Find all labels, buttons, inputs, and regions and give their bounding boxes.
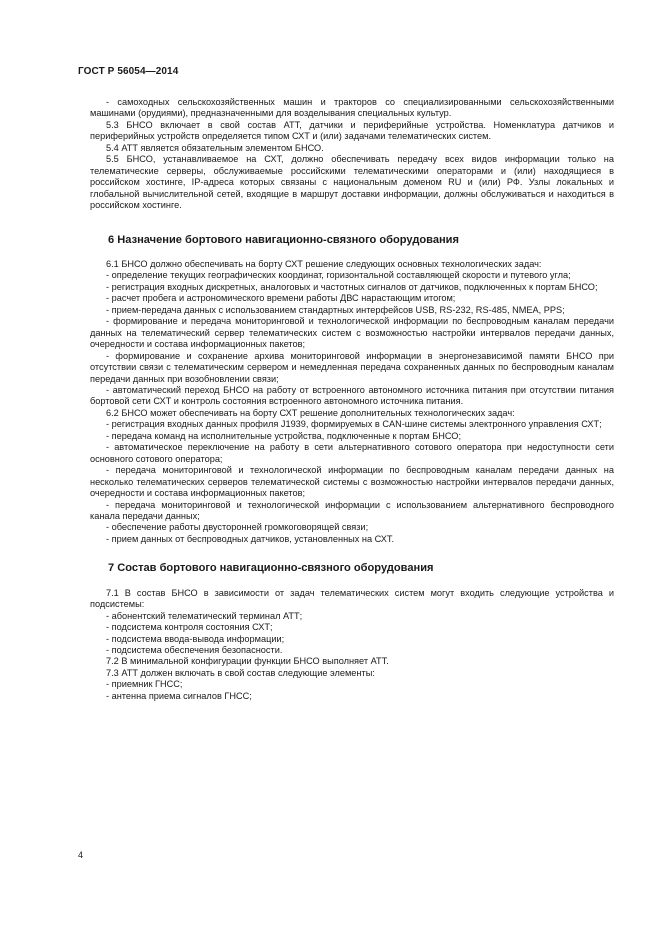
list-item: - передача мониторинговой и технологической информации с использованием альтернативного беспроводного канала передачи данных; [90, 499, 614, 521]
page-body [90, 97, 614, 702]
section-6 [90, 235, 614, 546]
paragraph: 6.2 БНСО может обеспечивать на борту СХТ решение дополнительных технологических задач: [106, 407, 515, 418]
list-item: - автоматическое переключение на работу в сети альтернативного сотового оператора при недоступности сети основного сотового оператора; [90, 442, 614, 464]
paragraph: 7.3 АТТ должен включать в свой состав следующие элементы: [106, 667, 375, 678]
list-item: - регистрация входных дискретных, аналоговых и частотных сигналов от датчиков, подключенных к портам БНСО; [106, 281, 598, 292]
paragraph: 5.3 БНСО включает в свой состав АТТ, датчики и периферийные устройства. Номенклатура датчиков и периферийных устройств определяется типом СХТ и (или) задачами телематических систем. [90, 119, 614, 142]
list-item: - формирование и передача мониторинговой и технологической информации по беспроводным каналам передачи данных на телематический сервер телематических систем с возможностью настройки интервалов передачи данных, очередности и состава информационных пакетов; [90, 316, 614, 350]
list-item: - обеспечение работы двусторонней громкоговорящей связи; [106, 522, 369, 533]
list-item: - подсистема контроля состояния СХТ; [106, 622, 273, 633]
list-item: - подсистема ввода-вывода информации; [106, 633, 285, 644]
paragraph: 7.2 В минимальной конфигурации функции БНСО выполняет АТТ. [106, 656, 389, 667]
list-item: - абонентский телематический терминал АТТ; [106, 610, 303, 621]
intro-block [90, 97, 614, 212]
list-item: - прием-передача данных с использованием стандартных интерфейсов USB, RS-232, RS-485, NMEA, PPS; [106, 304, 565, 315]
section-7-heading: 7 Состав бортового навигационно-связного оборудования [108, 562, 434, 575]
section-6-heading: 6 Назначение бортового навигационно-связного оборудования [108, 233, 459, 246]
page-number: 4 [78, 850, 84, 860]
section-7 [90, 563, 614, 702]
paragraph: 5.5 БНСО, устанавливаемое на СХТ, должно обеспечивать передачу всех видов информации только на телематические серверы, обслуживаемые российскими телематическими операторами и (или) находящиеся в российском хостинге, IP-адреса которых связаны с национальным доменом RU и (или) РФ. Узлы локальных и глобальной вычислительной сетей, входящие в маршрут доставки информации, должны обслуживаться и находиться в российском хостинге. [90, 154, 614, 211]
list-item: - приемник ГНСС; [106, 679, 183, 690]
list-item: - антенна приема сигналов ГНСС; [106, 690, 252, 701]
standard-header: ГОСТ Р 56054—2014 [78, 66, 179, 77]
list-item: - передача мониторинговой и технологической информации по беспроводным каналам передачи данных на несколько телематических серверов телематической системы с возможностью настройки интервалов передачи данных, очередности и состава информационных пакетов; [90, 465, 614, 499]
list-item: - формирование и сохранение архива мониторинговой информации в энергонезависимой памяти БНСО при отсутствии связи с телематическим сервером и немедленная передача сохраненных данных по беспроводным каналам передачи данных при возобновлении связи; [90, 350, 614, 384]
paragraph: 7.1 В состав БНСО в зависимости от задач телематических систем могут входить следующие устройства и подсистемы: [90, 587, 614, 610]
list-item: - прием данных от беспроводных датчиков, установленных на СХТ. [106, 533, 395, 544]
list-item: - регистрация входных данных профиля J1939, формируемых в CAN-шине системы электронного управления СХТ; [106, 419, 602, 430]
list-item: - автоматический переход БНСО на работу от встроенного автономного источника питания при отсутствии питания бортовой сети СХТ и контроль состояния встроенного автономного источника питания. [90, 384, 614, 407]
paragraph: 5.4 АТТ является обязательным элементом БНСО. [106, 142, 324, 153]
list-item: - подсистема обеспечения безопасности. [106, 645, 283, 656]
list-item: - определение текущих географических координат, горизонтальной составляющей скорости и путевого угла; [106, 270, 571, 281]
list-item: - расчет пробега и астрономического времени работы ДВС нарастающим итогом; [106, 293, 456, 304]
list-item: - передача команд на исполнительные устройства, подключенные к портам БНСО; [106, 430, 461, 441]
paragraph: - самоходных сельскохозяйственных машин и тракторов со специализированными сельскохозяйственными машинами (орудиями), предназначенными для возделывания специальных культур. [90, 97, 614, 119]
paragraph: 6.1 БНСО должно обеспечивать на борту СХТ решение следующих основных технологических задач: [106, 258, 542, 269]
